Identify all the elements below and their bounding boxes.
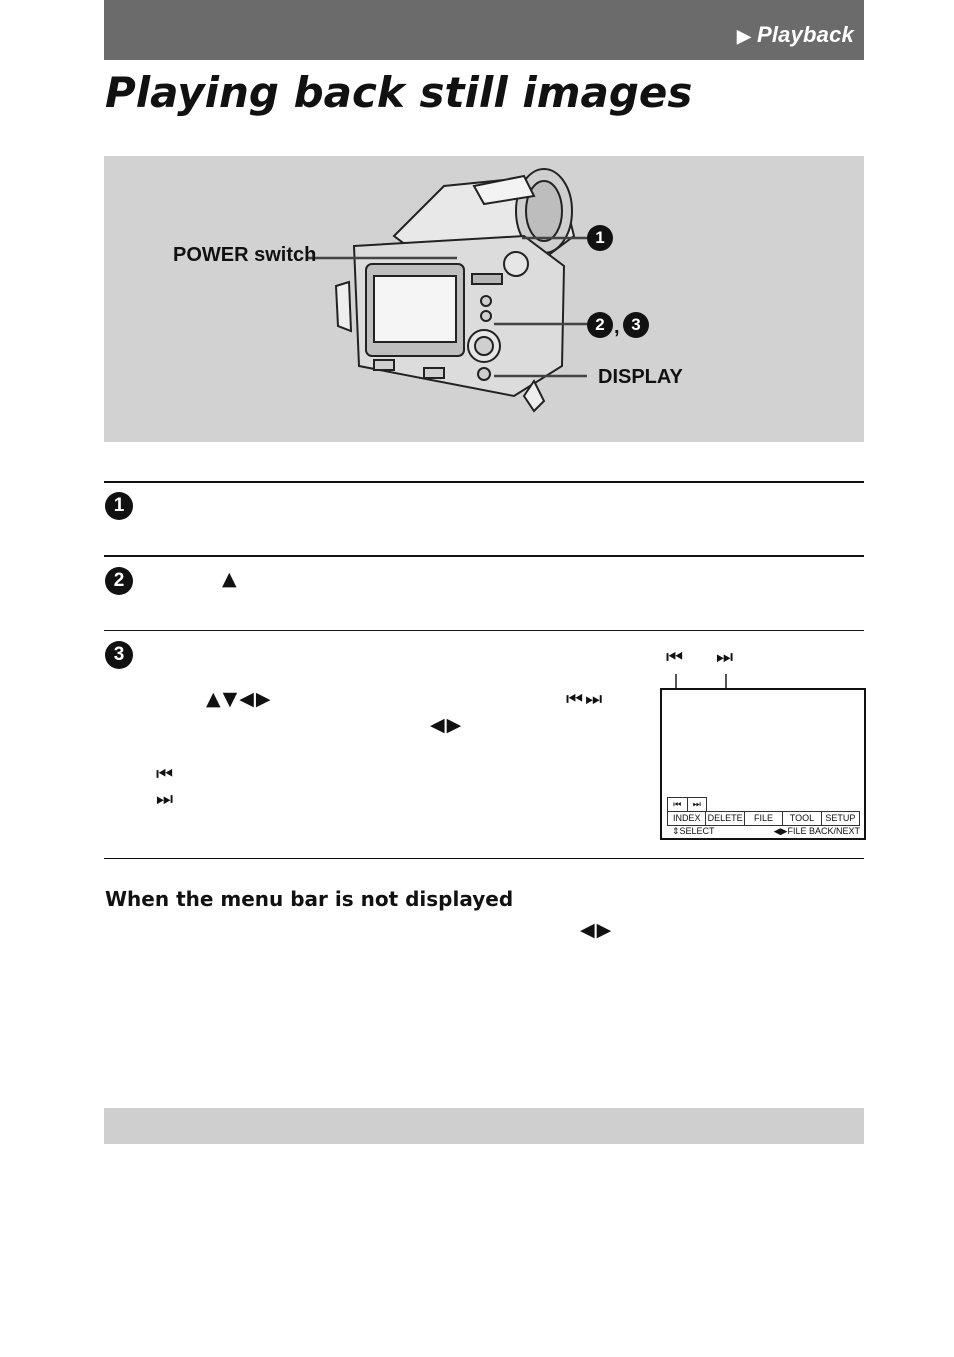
- step-rule-2: [104, 555, 864, 557]
- callout-comma: ,: [614, 316, 620, 338]
- section-label: [737, 22, 854, 48]
- prev-icon: ⏮: [156, 763, 176, 785]
- next-icon: ⏭: [156, 788, 176, 810]
- step-rule-3: [104, 630, 864, 631]
- page-title: Playing back still images: [105, 68, 693, 117]
- lcd-nav-buttons: [667, 797, 707, 812]
- lcd-prev-button: ⏮: [668, 798, 688, 811]
- camera-illustration: [104, 156, 864, 442]
- note-arrows-icon: ◀▶: [580, 919, 614, 941]
- control-arrows-icon: ▲▼◀▶: [206, 688, 273, 710]
- display-button-label: DISPLAY: [598, 366, 683, 388]
- menu-item-index: INDEX: [668, 812, 706, 825]
- step-2-number: 2: [105, 567, 133, 595]
- left-right-arrows-icon: ◀▶: [430, 714, 464, 736]
- lcd-screen: [660, 688, 866, 840]
- header-bar: [104, 0, 864, 60]
- menu-item-file: FILE: [745, 812, 783, 825]
- play-marker-icon: ▶: [736, 26, 751, 46]
- lcd-menu-bar: [667, 811, 860, 826]
- lcd-callout-prev-icon: ⏮: [666, 646, 686, 668]
- step-rule-top: [104, 481, 864, 483]
- menu-item-setup: SETUP: [825, 813, 856, 823]
- lcd-status-select: ⇕SELECT: [672, 826, 715, 836]
- lcd-next-button: ⏭: [692, 799, 701, 809]
- section-name: Playback: [756, 22, 854, 47]
- callout-3: 3: [631, 315, 641, 334]
- step-rule-bottom: [104, 858, 864, 859]
- up-arrow-icon: ▲: [222, 568, 239, 590]
- footer-bar: [104, 1108, 864, 1144]
- camera-figure: [104, 156, 864, 442]
- note-heading: When the menu bar is not displayed: [105, 887, 514, 911]
- lcd-callout-next-icon: ⏭: [716, 646, 736, 668]
- menu-item-delete: DELETE: [706, 812, 744, 825]
- callout-1: 1: [595, 228, 605, 247]
- step-3-number: 3: [105, 641, 133, 669]
- menu-item-tool: TOOL: [783, 812, 821, 825]
- lcd-status-file-nav: ◀▶FILE BACK/NEXT: [773, 826, 860, 836]
- callout-2: 2: [595, 315, 605, 334]
- prev-next-icon: ⏮⏭: [566, 688, 605, 710]
- step-1-number: 1: [105, 492, 133, 520]
- power-switch-label: POWER switch: [173, 244, 317, 266]
